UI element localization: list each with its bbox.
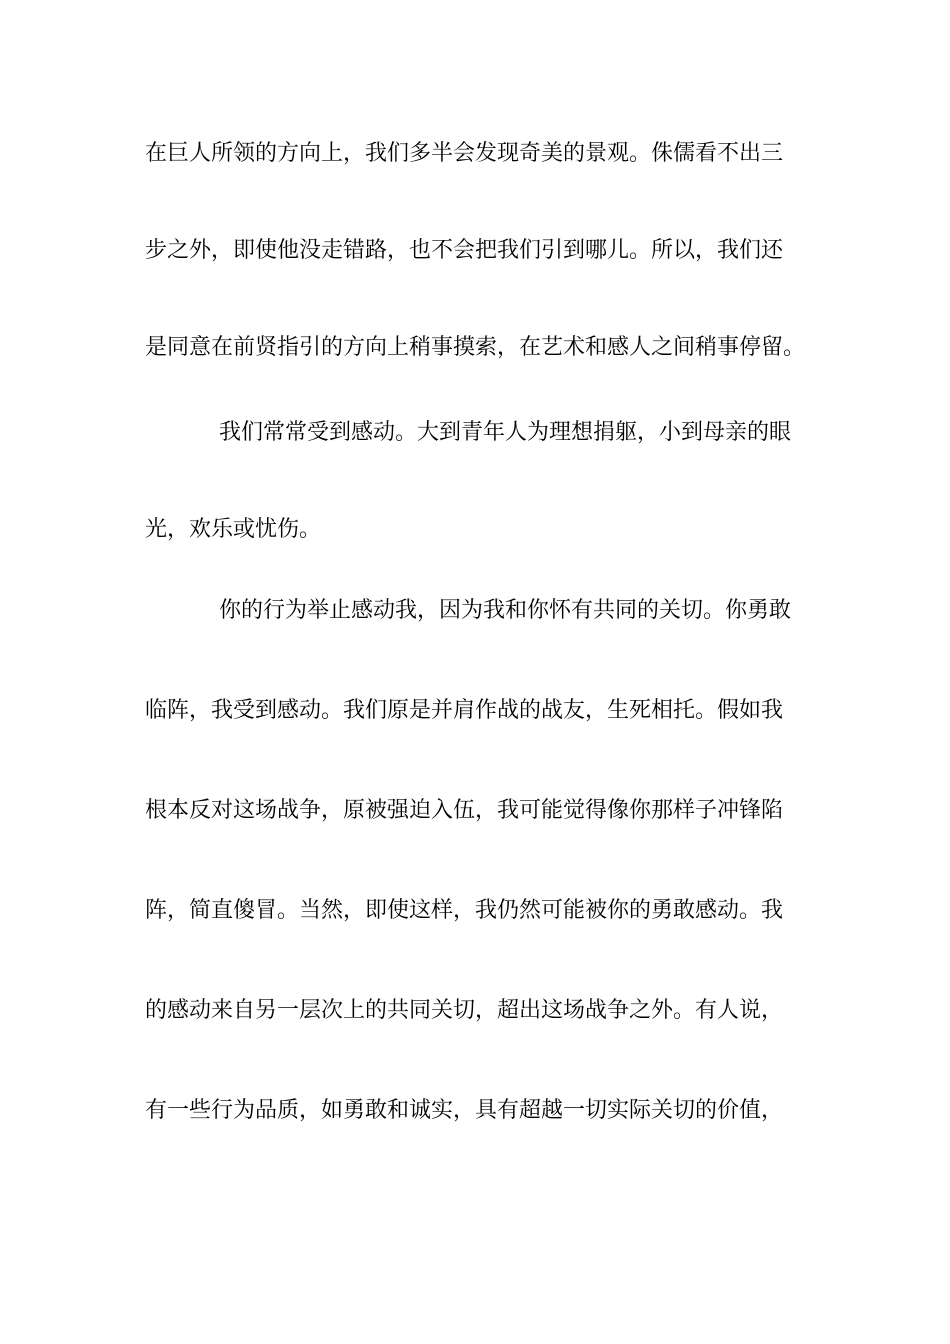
paragraph-3-line-5: 的感动来自另一层次上的共同关切，超出这场战争之外。有人说，	[145, 998, 784, 1023]
text-line-1: 在巨人所领的方向上，我们多半会发现奇美的景观。侏儒看不出三	[145, 141, 784, 166]
text-line-3: 是同意在前贤指引的方向上稍事摸索，在艺术和感人之间稍事停留。	[145, 335, 806, 360]
paragraph-3-line-1: 你的行为举止感动我，因为我和你怀有共同的关切。你勇敢	[219, 598, 792, 623]
text-line-2: 步之外，即使他没走错路，也不会把我们引到哪儿。所以，我们还	[145, 238, 784, 263]
paragraph-3-line-4: 阵，简直傻冒。当然，即使这样，我仍然可能被你的勇敢感动。我	[145, 898, 784, 923]
paragraph-2-line-2: 光，欢乐或忧伤。	[145, 517, 322, 542]
paragraph-3-line-6: 有一些行为品质，如勇敢和诚实，具有超越一切实际关切的价值，	[145, 1098, 784, 1123]
paragraph-3-line-2: 临阵，我受到感动。我们原是并肩作战的战友，生死相托。假如我	[145, 698, 784, 723]
paragraph-2-line-1: 我们常常受到感动。大到青年人为理想捐躯，小到母亲的眼	[219, 420, 792, 445]
paragraph-3-line-3: 根本反对这场战争，原被强迫入伍，我可能觉得像你那样子冲锋陷	[145, 798, 784, 823]
